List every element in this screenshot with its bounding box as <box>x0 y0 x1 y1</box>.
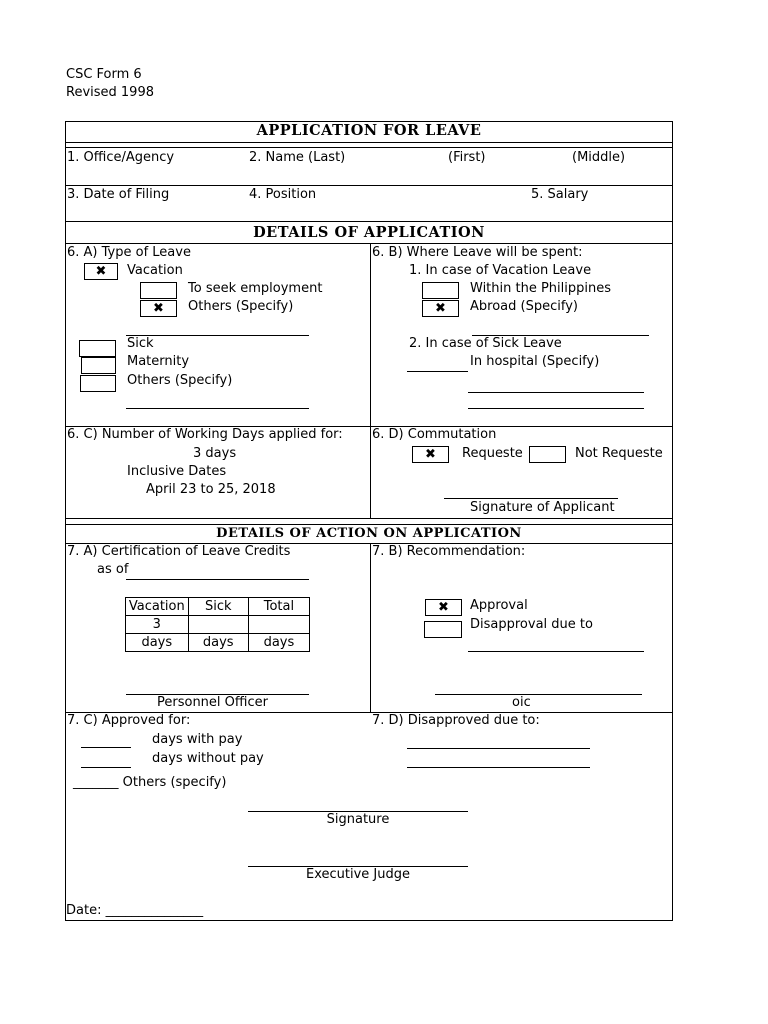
frame-bottom <box>65 920 673 921</box>
requested-checkbox[interactable] <box>412 446 449 463</box>
sick-checkbox[interactable] <box>79 340 116 357</box>
credits-header-sick: Sick <box>188 598 248 616</box>
date-filing-label: 3. Date of Filing <box>67 187 170 202</box>
frame-right <box>672 121 673 921</box>
days-with-pay-blank[interactable] <box>81 747 131 748</box>
credits-unit-vacation: days <box>126 634 189 652</box>
frame-left <box>65 121 66 921</box>
credits-header-vacation: Vacation <box>126 598 189 616</box>
recommendation-heading: 7. B) Recommendation: <box>372 544 526 559</box>
check-x-icon: ✖ <box>153 301 164 316</box>
maternity-checkbox[interactable] <box>81 357 116 374</box>
divider <box>65 524 673 525</box>
applicant-signature-label: Signature of Applicant <box>470 500 615 515</box>
within-ph-label: Within the Philippines <box>470 281 612 296</box>
vacation-checkbox[interactable] <box>84 263 118 280</box>
in-hospital-label: In hospital (Specify) <box>470 354 600 369</box>
not-requested-checkbox[interactable] <box>529 446 566 463</box>
seek-employment-checkbox[interactable] <box>140 282 177 299</box>
others-specify-checkbox[interactable] <box>140 300 177 317</box>
signature-label: Signature <box>326 812 390 827</box>
executive-judge-label: Executive Judge <box>306 867 410 882</box>
days-with-pay-label: days with pay <box>152 732 243 747</box>
disapproval-checkbox[interactable] <box>424 621 462 638</box>
divider <box>65 147 673 148</box>
credits-unit-total: days <box>248 634 309 652</box>
form-title: APPLICATION FOR LEAVE <box>256 122 482 139</box>
type-of-leave-heading: 6. A) Type of Leave <box>67 245 191 260</box>
check-x-icon: ✖ <box>435 301 446 316</box>
details-title: DETAILS OF APPLICATION <box>253 224 485 241</box>
divider <box>65 185 673 186</box>
others2-label: Others (Specify) <box>127 373 233 388</box>
table-row <box>126 634 310 652</box>
as-of-label: as of <box>97 562 129 577</box>
abroad-label: Abroad (Specify) <box>470 299 578 314</box>
name-last-label: 2. Name (Last) <box>249 150 346 165</box>
certification-heading: 7. A) Certification of Leave Credits <box>67 544 291 559</box>
working-days-heading: 6. C) Number of Working Days applied for: <box>67 427 343 442</box>
check-x-icon: ✖ <box>438 600 449 615</box>
oic-line[interactable] <box>435 694 642 695</box>
others-specify-label: Others (Specify) <box>188 299 294 314</box>
check-x-icon: ✖ <box>95 264 107 279</box>
credits-value-sick[interactable] <box>188 616 248 634</box>
not-requested-label: Not Requeste <box>575 446 663 461</box>
sick-label: Sick <box>127 336 154 351</box>
table-row <box>126 598 310 616</box>
hospital-line-2[interactable] <box>468 408 644 409</box>
seek-employment-label: To seek employment <box>188 281 323 296</box>
hospital-line-1[interactable] <box>468 392 644 393</box>
form-number: CSC Form 6 <box>66 67 142 82</box>
column-divider <box>370 243 371 518</box>
column-divider <box>370 543 371 712</box>
name-middle-label: (Middle) <box>572 150 626 165</box>
action-title: DETAILS OF ACTION ON APPLICATION <box>216 526 522 541</box>
position-label: 4. Position <box>249 187 317 202</box>
approval-label: Approval <box>470 598 528 613</box>
disapproved-heading: 7. D) Disapproved due to: <box>372 713 540 728</box>
table-row <box>126 616 310 634</box>
vacation-label: Vacation <box>127 263 183 278</box>
check-x-icon: ✖ <box>425 447 436 462</box>
others2-checkbox[interactable] <box>80 375 116 392</box>
divider <box>65 142 673 143</box>
salary-label: 5. Salary <box>531 187 589 202</box>
personnel-officer-label: Personnel Officer <box>157 695 268 710</box>
office-agency-label: 1. Office/Agency <box>67 150 175 165</box>
form-revision: Revised 1998 <box>66 85 154 100</box>
working-days-value: 3 days <box>193 446 237 461</box>
days-without-pay-label: days without pay <box>152 751 264 766</box>
maternity-label: Maternity <box>127 354 190 369</box>
in-hospital-blank[interactable] <box>407 371 468 372</box>
disapproval-label: Disapproval due to <box>470 617 593 632</box>
oic-label: oic <box>512 695 531 710</box>
date-field[interactable]: Date: _______________ <box>66 903 204 918</box>
divider <box>65 243 673 244</box>
disapproved-line-1[interactable] <box>407 748 590 749</box>
applicant-signature-line[interactable] <box>444 498 618 499</box>
others2-line[interactable] <box>126 408 309 409</box>
name-first-label: (First) <box>448 150 486 165</box>
where-spent-heading: 6. B) Where Leave will be spent: <box>372 245 583 260</box>
leave-credits-table <box>125 597 310 652</box>
within-ph-checkbox[interactable] <box>422 282 459 299</box>
credits-header-total: Total <box>248 598 309 616</box>
credits-value-total[interactable] <box>248 616 309 634</box>
days-without-pay-blank[interactable] <box>81 767 131 768</box>
divider <box>65 518 673 519</box>
credits-value-vacation[interactable]: 3 <box>126 616 189 634</box>
commutation-heading: 6. D) Commutation <box>372 427 497 442</box>
inclusive-dates-value: April 23 to 25, 2018 <box>146 482 276 497</box>
abroad-checkbox[interactable] <box>422 300 459 317</box>
others-approved-label: _______ Others (specify) <box>73 775 227 790</box>
inclusive-dates-label: Inclusive Dates <box>127 464 227 479</box>
sick-case-label: 2. In case of Sick Leave <box>409 336 562 351</box>
disapproved-line-2[interactable] <box>407 767 590 768</box>
vacation-case-label: 1. In case of Vacation Leave <box>409 263 592 278</box>
credits-unit-sick: days <box>188 634 248 652</box>
disapproval-reason-line[interactable] <box>468 651 644 652</box>
approval-checkbox[interactable] <box>425 599 462 616</box>
requested-label: Requeste <box>462 446 523 461</box>
divider <box>65 221 673 222</box>
as-of-line[interactable] <box>126 579 309 580</box>
approved-heading: 7. C) Approved for: <box>67 713 191 728</box>
